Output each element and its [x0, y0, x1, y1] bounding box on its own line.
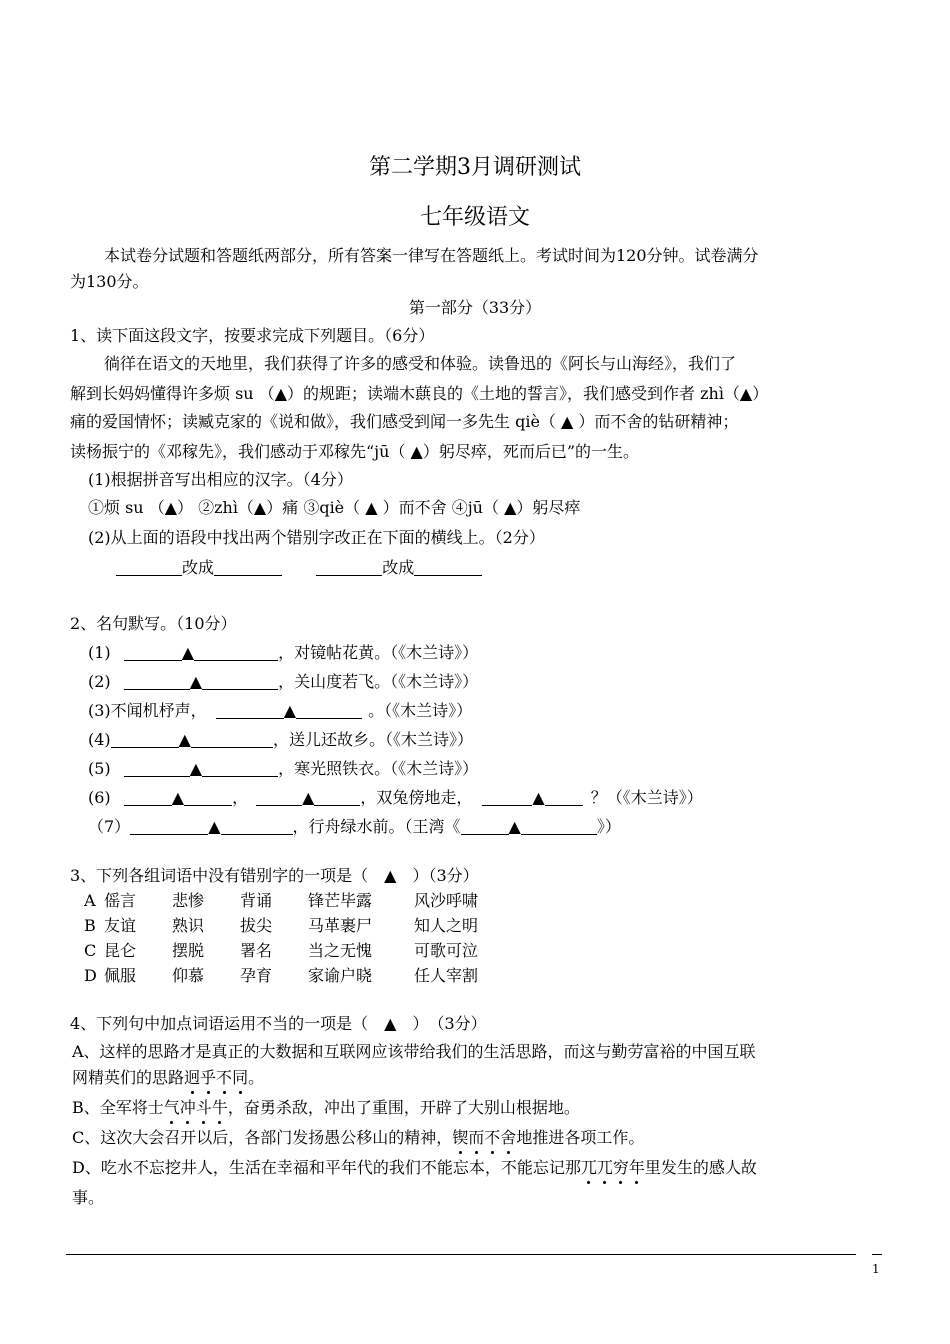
answer-blank	[116, 559, 182, 576]
dotted-char: 舍	[500, 1128, 517, 1147]
q2-item-4: (4) ▲ ，送儿还故乡。（《木兰诗》）	[88, 730, 473, 749]
q2-item-6: (6) ▲ ， ▲ ，双兔傍地走， ▲ ？（《木兰诗》）	[88, 788, 703, 807]
dotted-char: 不	[484, 1128, 501, 1147]
change-label: 改成	[182, 558, 215, 577]
answer-blank	[214, 559, 282, 576]
marker-triangle: ▲	[302, 788, 315, 807]
q2-heading: 2、名句默写。（10分）	[70, 614, 237, 633]
page-title: 第二学期3月调研测试	[369, 155, 581, 180]
q2-item-1: (1) ▲ ，对镜帖花黄。（《木兰诗》）	[88, 643, 479, 662]
answer-blank	[202, 673, 278, 690]
dotted-char: 迥	[184, 1068, 201, 1087]
answer-blank	[221, 818, 293, 835]
answer-blank	[124, 789, 172, 806]
q2-item-3: (3)不闻机杼声， ▲ 。（《木兰诗》）	[88, 701, 473, 720]
answer-blank	[124, 760, 190, 777]
q3-option-c: C 昆仑 摆脱 署名 当之无愧 可歌可泣	[84, 941, 479, 960]
answer-blank	[124, 644, 182, 661]
marker-triangle: ▲	[171, 788, 185, 807]
dotted-char: 兀	[596, 1158, 613, 1177]
dotted-char: 年	[628, 1158, 645, 1177]
answer-blank	[194, 644, 278, 661]
dotted-char: 锲	[452, 1128, 469, 1147]
marker-triangle: ▲	[532, 788, 545, 807]
q1-para-line: 解到长妈妈懂得许多烦 su （▲）的规距；读端木蕻良的《土地的誓言》，我们感受到作者 zhì（▲）	[70, 384, 769, 403]
dotted-char: 乎	[200, 1068, 217, 1087]
dotted-phrase	[184, 1068, 248, 1087]
change-label: 改成	[382, 558, 415, 577]
q2-item-2: (2) ▲ ，关山度若飞。（《木兰诗》）	[88, 672, 479, 691]
page-subtitle: 七年级语文	[419, 205, 530, 230]
q1-sub1: (1)根据拼音写出相应的汉字。（4分）	[88, 470, 353, 489]
answer-blank	[296, 702, 362, 719]
answer-blank	[314, 789, 360, 806]
q4-option-a-line-1: A、这样的思路才是真正的大数据和互联网应该带给我们的生活思路，而这与勤劳富裕的中国互联	[72, 1042, 756, 1061]
q1-correction-row	[116, 558, 482, 578]
q2-item-5: (5) ▲ ，寒光照铁衣。（《木兰诗》）	[88, 759, 479, 778]
marker-triangle: ▲	[508, 817, 521, 836]
footer-dash	[872, 1254, 882, 1255]
dotted-char: 冲	[179, 1098, 196, 1117]
q4-option-d-line-1: D、吃水不忘挖井人，生活在幸福和平年代的我们不能忘本，不能忘记那兀兀穷年里发生的感人故	[72, 1158, 757, 1177]
q1-para-line: 读杨振宁的《邓稼先》，我们感动于邓稼先“jū（ ▲）躬尽瘁，死而后已”的一生。	[70, 442, 640, 461]
marker-triangle: ▲	[283, 701, 297, 720]
answer-blank	[316, 559, 382, 576]
marker-triangle: ▲	[178, 730, 191, 749]
q1-para-line: 痛的爱国情怀；读臧克家的《说和做》，我们感受到闻一多先生 qiè（ ▲ ）而不舍的钻研精神；	[70, 412, 739, 431]
footer-rule	[66, 1254, 856, 1255]
answer-blank	[124, 673, 190, 690]
marker-triangle: ▲	[181, 643, 195, 662]
dotted-char: 穷	[612, 1158, 629, 1177]
marker-triangle: ▲	[208, 817, 221, 836]
q1-sub1-items: ①烦 su （▲） ②zhì（▲）痛 ③qiè（ ▲ ）而不舍 ④jū（ ▲）躬尽瘁	[88, 498, 581, 517]
q4-option-a-line-2: 网精英们的思路迥乎不同。	[72, 1068, 265, 1087]
dotted-phrase	[581, 1158, 645, 1177]
part1-heading: 第一部分（33分）	[408, 298, 542, 317]
q3-option-a: A 傜言 悲惨 背诵 锋芒毕露 风沙呼啸	[84, 891, 479, 910]
q4-option-d-line-2: 事。	[72, 1188, 105, 1207]
marker-triangle: ▲	[189, 672, 203, 691]
dotted-char: 气	[163, 1098, 180, 1117]
answer-blank	[461, 818, 509, 835]
intro-line-1: 本试卷分试题和答题纸两部分，所有答案一律写在答题纸上。考试时间为120分钟。试卷满分	[104, 246, 759, 265]
q2-item-7: （7） ▲ ，行舟绿水前。（王湾《 ▲ 》）	[88, 817, 621, 836]
dotted-char: 不	[216, 1068, 233, 1087]
answer-blank	[482, 789, 532, 806]
dotted-char: 同	[232, 1068, 249, 1087]
answer-blank	[111, 731, 179, 748]
answer-blank	[414, 559, 482, 576]
answer-blank	[191, 731, 273, 748]
dotted-char: 斗	[195, 1098, 212, 1117]
q1-para-line: 徜徉在语文的天地里，我们获得了许多的感受和体验。读鲁迅的《阿长与山海经》，我们了	[104, 354, 737, 373]
intro-line-2: 为130分。	[70, 272, 149, 291]
q3-heading: 3、下列各组词语中没有错别字的一项是（ ▲ ）（3分）	[70, 866, 479, 885]
q4-option-b: B、全军将士气冲斗牛，奋勇杀敌，冲出了重围，开辟了大别山根据地。	[72, 1098, 580, 1117]
dotted-char: 而	[468, 1128, 485, 1147]
page-number: 1	[872, 1262, 880, 1276]
dotted-char: 兀	[580, 1158, 597, 1177]
answer-blank	[256, 789, 302, 806]
answer-blank	[545, 789, 583, 806]
answer-blank	[184, 789, 232, 806]
q1-sub2: (2)从上面的语段中找出两个错别字改正在下面的横线上。（2分）	[88, 528, 545, 547]
q4-heading: 4、下列句中加点词语运用不当的一项是（ ▲ ） （3分）	[70, 1014, 487, 1033]
answer-blank	[216, 702, 284, 719]
q1-heading: 1、读下面这段文字，按要求完成下列题目。（6分）	[70, 326, 435, 345]
answer-blank	[521, 818, 597, 835]
dotted-char: 牛	[211, 1098, 228, 1117]
dotted-phrase	[164, 1098, 228, 1117]
q3-option-b: B 友谊 熟识 拔尖 马革裹尸 知人之明	[84, 916, 479, 935]
marker-triangle: ▲	[189, 759, 203, 778]
answer-blank	[202, 760, 278, 777]
q4-option-c: C、这次大会召开以后，各部门发扬愚公移山的精神，锲而不舍地推进各项工作。	[72, 1128, 645, 1147]
q3-option-d: D 佩服 仰慕 孕育 家谕户晓 任人宰割	[84, 966, 479, 985]
answer-blank	[130, 818, 208, 835]
dotted-phrase	[452, 1128, 516, 1147]
